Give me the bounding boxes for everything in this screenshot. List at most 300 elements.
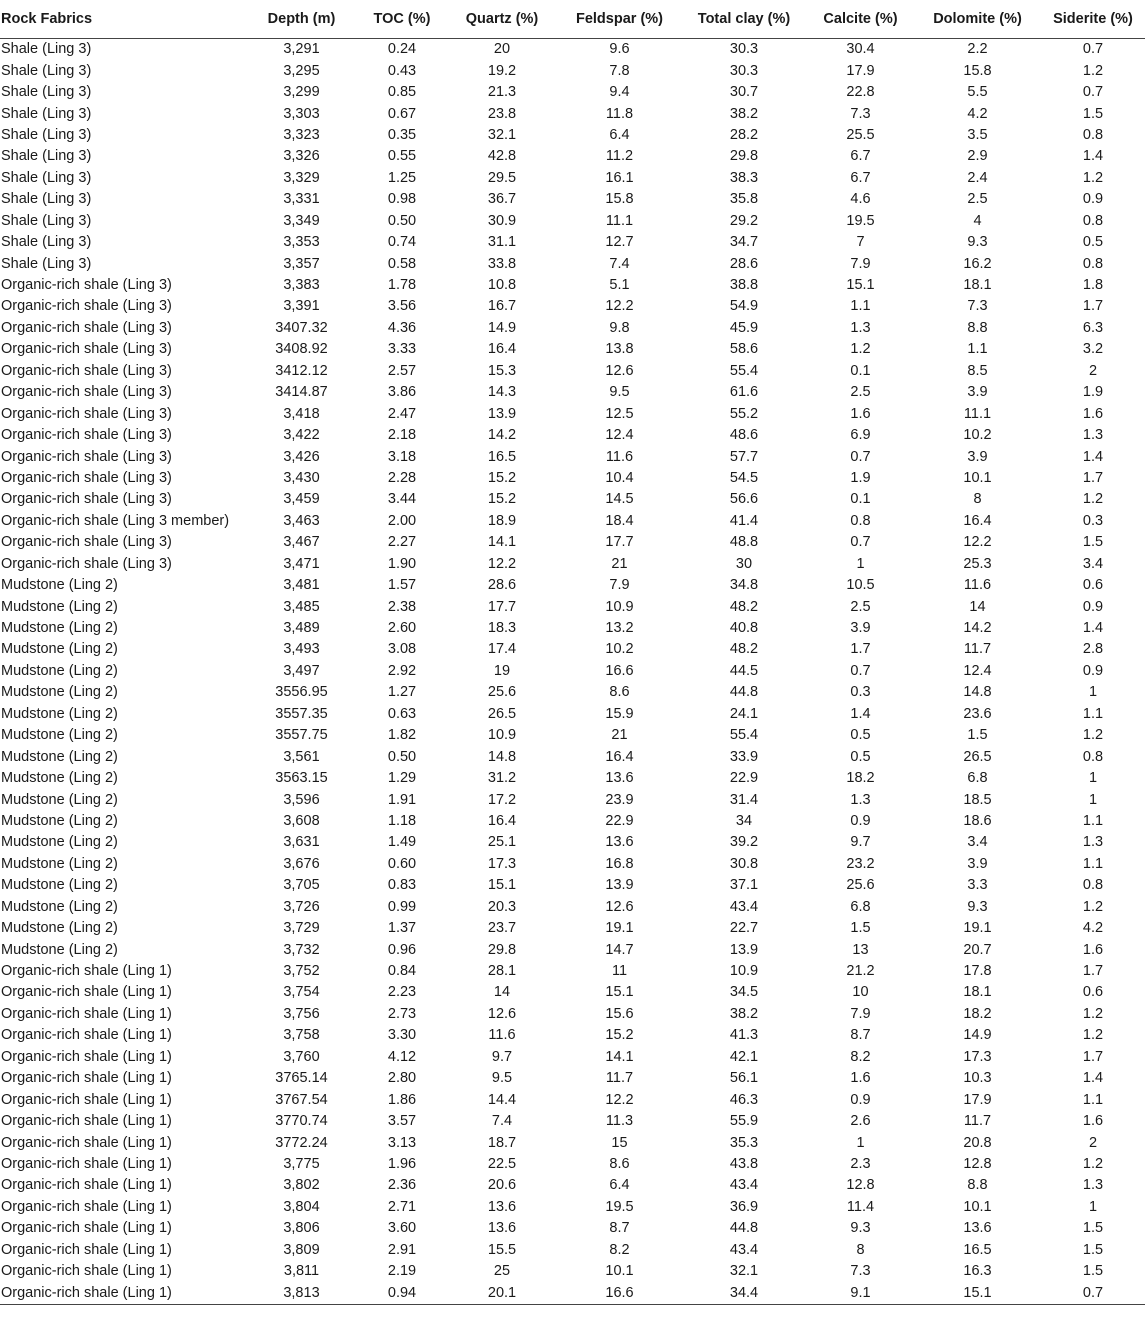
total-clay-cell: 13.9 (729, 941, 759, 958)
toc-cell: 0.98 (387, 191, 417, 208)
table-row (0, 746, 1145, 767)
quartz-cell: 42.8 (487, 148, 517, 165)
table-row (0, 811, 1145, 832)
dolomite-cell: 11.6 (963, 577, 992, 594)
depth-cell: 3563.15 (275, 770, 328, 787)
depth-cell: 3,806 (283, 1220, 320, 1237)
siderite-cell: 1.6 (1082, 405, 1104, 422)
table-row (0, 468, 1145, 489)
feldspar-cell: 13.6 (605, 834, 634, 851)
quartz-cell: 23.7 (487, 920, 517, 937)
calcite-cell: 0.9 (850, 1091, 871, 1108)
quartz-cell: 23.8 (487, 105, 517, 122)
feldspar-cell: 13.2 (605, 620, 634, 637)
depth-cell: 3557.35 (275, 705, 328, 722)
dolomite-cell: 2.5 (967, 191, 988, 208)
total-clay-cell: 24.1 (729, 705, 759, 722)
feldspar-cell: 6.4 (609, 126, 630, 143)
rock-fabric-cell: Organic-rich shale (Ling 3) (1, 534, 172, 551)
toc-cell: 2.71 (387, 1198, 417, 1215)
calcite-cell: 6.7 (850, 169, 871, 186)
calcite-cell: 22.8 (846, 84, 875, 101)
dolomite-cell: 26.5 (963, 748, 992, 765)
calcite-cell: 19.5 (846, 212, 875, 229)
calcite-cell: 18.2 (846, 770, 875, 787)
siderite-cell: 3.2 (1082, 341, 1104, 358)
calcite-cell: 0.7 (850, 448, 871, 465)
quartz-cell: 13.6 (487, 1198, 517, 1215)
quartz-cell: 12.2 (487, 555, 517, 572)
toc-cell: 2.00 (387, 512, 417, 529)
toc-cell: 0.50 (387, 212, 417, 229)
feldspar-cell: 13.8 (605, 341, 634, 358)
feldspar-cell: 6.4 (609, 1177, 630, 1194)
rock-fabric-cell: Organic-rich shale (Ling 3) (1, 469, 172, 486)
quartz-cell: 18.7 (487, 1134, 517, 1151)
quartz-cell: 13.9 (487, 405, 517, 422)
feldspar-cell: 7.8 (609, 62, 630, 79)
toc-cell: 2.23 (387, 984, 417, 1001)
calcite-cell: 7 (856, 234, 865, 251)
depth-cell: 3,729 (283, 920, 320, 937)
rock-fabric-cell: Shale (Ling 3) (1, 191, 92, 208)
calcite-cell: 2.5 (850, 384, 871, 401)
feldspar-cell: 7.9 (609, 577, 630, 594)
rock-fabric-cell: Mudstone (Ling 2) (1, 812, 118, 829)
dolomite-cell: 3.9 (967, 384, 988, 401)
table-row (0, 789, 1145, 810)
table-row (0, 939, 1145, 960)
toc-cell: 1.91 (387, 791, 417, 808)
quartz-cell: 22.5 (487, 1155, 517, 1172)
quartz-cell: 17.7 (487, 598, 517, 615)
table-row (0, 1089, 1145, 1110)
table-row (0, 1261, 1145, 1282)
table-row (0, 1218, 1145, 1239)
feldspar-cell: 23.9 (605, 791, 634, 808)
table-row (0, 318, 1145, 339)
depth-cell: 3,732 (283, 941, 320, 958)
quartz-cell: 14.2 (487, 427, 517, 444)
dolomite-cell: 18.6 (963, 812, 992, 829)
rock-fabric-cell: Mudstone (Ling 2) (1, 662, 118, 679)
dolomite-cell: 4.2 (967, 105, 988, 122)
depth-cell: 3,608 (283, 812, 320, 829)
rock-fabric-cell: Organic-rich shale (Ling 1) (1, 1113, 172, 1130)
table-row (0, 596, 1145, 617)
siderite-cell: 1.1 (1082, 705, 1104, 722)
feldspar-cell: 12.6 (605, 898, 634, 915)
depth-cell: 3,813 (245, 1282, 358, 1304)
dolomite-cell: 4 (973, 212, 982, 229)
dolomite-cell: 19.1 (963, 920, 992, 937)
rock-fabric-cell: Organic-rich shale (Ling 1) (1, 984, 172, 1001)
dolomite-cell: 16.2 (963, 255, 992, 272)
dolomite-cell: 12.2 (963, 534, 992, 551)
rock-fabric-cell: Organic-rich shale (Ling 1) (1, 1155, 172, 1172)
feldspar-cell: 10.2 (605, 641, 634, 658)
total-clay-cell: 56.6 (729, 491, 759, 508)
total-clay-cell: 43.4 (729, 898, 759, 915)
siderite-cell: 0.8 (1082, 255, 1104, 272)
toc-cell: 3.56 (387, 298, 417, 315)
total-clay-cell: 43.4 (729, 1177, 759, 1194)
calcite-cell: 12.8 (846, 1177, 875, 1194)
feldspar-cell: 17.7 (605, 534, 634, 551)
depth-cell: 3,426 (283, 448, 320, 465)
calcite-cell: 13 (852, 941, 869, 958)
toc-cell: 3.44 (387, 491, 417, 508)
siderite-cell: 0.6 (1082, 577, 1104, 594)
siderite-cell: 1.3 (1082, 1177, 1104, 1194)
rock-fabric-cell: Organic-rich shale (Ling 3) (1, 277, 172, 294)
table-row (0, 961, 1145, 982)
toc-cell: 0.55 (387, 148, 417, 165)
siderite-cell: 1.2 (1082, 1027, 1104, 1044)
depth-cell: 3765.14 (275, 1070, 328, 1087)
toc-cell: 3.57 (387, 1113, 417, 1130)
table-row (0, 1154, 1145, 1175)
depth-cell: 3407.32 (275, 319, 328, 336)
feldspar-cell: 15.6 (605, 1005, 634, 1022)
siderite-cell: 1.2 (1082, 1155, 1104, 1172)
dolomite-cell: 17.9 (963, 1091, 992, 1108)
depth-cell: 3,467 (283, 534, 320, 551)
total-clay-cell: 44.8 (729, 1220, 759, 1237)
dolomite-cell: 8.8 (967, 319, 988, 336)
calcite-cell: 0.7 (850, 534, 871, 551)
quartz-cell: 17.4 (487, 641, 517, 658)
dolomite-cell: 6.8 (967, 770, 988, 787)
quartz-cell: 15.2 (487, 469, 517, 486)
table-row (0, 854, 1145, 875)
feldspar-cell: 11.2 (605, 148, 634, 165)
total-clay-cell: 48.6 (729, 427, 759, 444)
siderite-cell: 1.7 (1082, 298, 1104, 315)
toc-cell: 4.36 (387, 319, 417, 336)
depth-cell: 3,811 (283, 1263, 320, 1280)
dolomite-cell: 10.1 (963, 1198, 992, 1215)
total-clay-cell: 48.2 (729, 598, 759, 615)
toc-cell: 0.74 (387, 234, 417, 251)
table-row (0, 82, 1145, 103)
feldspar-cell: 15.2 (605, 1027, 634, 1044)
calcite-cell: 25.6 (846, 877, 875, 894)
siderite-cell: 1.2 (1082, 898, 1104, 915)
depth-cell: 3408.92 (275, 341, 328, 358)
table-row (0, 275, 1145, 296)
rock-fabric-cell: Mudstone (Ling 2) (1, 727, 118, 744)
toc-cell: 0.85 (387, 84, 417, 101)
calcite-cell: 9.1 (807, 1282, 914, 1304)
rock-fabric-cell: Organic-rich shale (Ling 1) (1, 1091, 172, 1108)
total-clay-cell: 30 (735, 555, 753, 572)
depth-cell: 3,471 (283, 555, 320, 572)
feldspar-cell: 10.9 (605, 598, 634, 615)
dolomite-cell: 14 (969, 598, 986, 615)
quartz-cell: 17.3 (487, 855, 517, 872)
siderite-cell: 1 (1088, 791, 1098, 808)
table-row (0, 446, 1145, 467)
feldspar-cell: 16.4 (605, 748, 634, 765)
quartz-cell: 36.7 (487, 191, 517, 208)
dolomite-cell: 18.5 (963, 791, 992, 808)
total-clay-cell: 30.8 (729, 855, 759, 872)
siderite-cell: 0.9 (1082, 191, 1104, 208)
feldspar-cell: 14.7 (605, 941, 634, 958)
depth-cell: 3414.87 (275, 384, 328, 401)
depth-cell: 3556.95 (275, 684, 328, 701)
siderite-cell: 1.1 (1082, 1091, 1104, 1108)
depth-cell: 3,752 (283, 963, 320, 980)
dolomite-cell: 8.5 (967, 362, 988, 379)
depth-cell: 3,331 (283, 191, 320, 208)
toc-cell: 0.24 (387, 41, 417, 58)
calcite-cell: 11.4 (846, 1198, 875, 1215)
calcite-cell: 7.3 (850, 1263, 871, 1280)
siderite-cell: 1.2 (1082, 169, 1104, 186)
siderite-cell: 1.2 (1082, 1005, 1104, 1022)
feldspar-cell: 11.7 (605, 1070, 634, 1087)
table-row (0, 1111, 1145, 1132)
depth-cell: 3,596 (283, 791, 320, 808)
feldspar-cell: 19.1 (605, 920, 634, 937)
calcite-cell: 8.7 (850, 1027, 871, 1044)
toc-cell: 0.99 (387, 898, 417, 915)
feldspar-cell: 15 (611, 1134, 628, 1151)
dolomite-cell: 2.9 (967, 148, 988, 165)
siderite-cell: 1.2 (1082, 491, 1104, 508)
rock-fabric-cell: Organic-rich shale (Ling 3) (1, 448, 172, 465)
toc-cell: 0.94 (358, 1282, 446, 1304)
table-row (0, 1047, 1145, 1068)
depth-cell: 3,391 (283, 298, 320, 315)
toc-cell: 0.58 (387, 255, 417, 272)
siderite-cell: 0.7 (1041, 1282, 1145, 1304)
calcite-cell: 10 (852, 984, 869, 1001)
feldspar-cell: 5.1 (609, 277, 630, 294)
siderite-cell: 1.3 (1082, 834, 1104, 851)
total-clay-cell: 37.1 (729, 877, 759, 894)
calcite-cell: 23.2 (846, 855, 875, 872)
feldspar-cell: 11.3 (605, 1113, 634, 1130)
feldspar-cell: 15.9 (605, 705, 634, 722)
dolomite-cell: 8 (973, 491, 982, 508)
rock-fabric-cell: Organic-rich shale (Ling 3 member) (1, 512, 230, 529)
toc-cell: 0.35 (387, 126, 417, 143)
siderite-cell: 2 (1088, 362, 1098, 379)
calcite-cell: 21.2 (846, 963, 875, 980)
dolomite-cell: 2.2 (967, 41, 988, 58)
quartz-cell: 29.8 (487, 941, 517, 958)
table-row (0, 768, 1145, 789)
toc-cell: 1.37 (387, 920, 417, 937)
feldspar-cell: 8.7 (609, 1220, 630, 1237)
toc-cell: 0.63 (387, 705, 417, 722)
quartz-cell: 32.1 (487, 126, 517, 143)
quartz-cell: 20.1 (446, 1282, 558, 1304)
feldspar-cell: 14.5 (605, 491, 634, 508)
calcite-cell: 2.5 (850, 598, 871, 615)
toc-cell: 0.43 (387, 62, 417, 79)
siderite-cell: 1.1 (1082, 812, 1104, 829)
feldspar-cell: 12.6 (605, 362, 634, 379)
table-row (0, 60, 1145, 81)
siderite-cell: 0.8 (1082, 748, 1104, 765)
dolomite-cell: 20.8 (963, 1134, 992, 1151)
quartz-cell: 16.4 (487, 341, 517, 358)
dolomite-cell: 12.8 (963, 1155, 992, 1172)
calcite-cell: 7.9 (850, 1005, 871, 1022)
dolomite-cell: 16.3 (963, 1263, 992, 1280)
table-row (0, 361, 1145, 382)
rock-fabric-cell: Mudstone (Ling 2) (1, 705, 118, 722)
quartz-cell: 16.7 (487, 298, 517, 315)
siderite-cell: 1.5 (1082, 1263, 1104, 1280)
calcite-cell: 6.7 (850, 148, 871, 165)
toc-cell: 0.67 (387, 105, 417, 122)
siderite-cell: 2.8 (1082, 641, 1104, 658)
total-clay-cell: 39.2 (729, 834, 759, 851)
quartz-cell: 12.6 (487, 1005, 517, 1022)
total-clay-cell: 29.8 (729, 148, 759, 165)
dolomite-cell: 25.3 (963, 555, 992, 572)
siderite-cell: 1.5 (1082, 534, 1104, 551)
quartz-cell: 15.3 (487, 362, 517, 379)
rock-fabric-cell: Mudstone (Ling 2) (1, 834, 118, 851)
table-row (0, 554, 1145, 575)
rock-fabric-cell: Shale (Ling 3) (1, 169, 92, 186)
table-row (0, 253, 1145, 274)
total-clay-cell: 34.8 (729, 577, 759, 594)
feldspar-cell: 11 (611, 963, 628, 980)
siderite-cell: 1.6 (1082, 941, 1104, 958)
toc-cell: 2.92 (387, 662, 417, 679)
dolomite-cell: 17.8 (963, 963, 992, 980)
feldspar-cell: 16.8 (605, 855, 634, 872)
toc-cell: 0.50 (387, 748, 417, 765)
dolomite-cell: 16.5 (963, 1241, 992, 1258)
quartz-cell: 25 (493, 1263, 511, 1280)
rock-fabric-cell: Mudstone (Ling 2) (1, 684, 118, 701)
siderite-cell: 1.2 (1082, 62, 1104, 79)
depth-cell: 3,758 (283, 1027, 320, 1044)
toc-cell: 2.60 (387, 620, 417, 637)
toc-cell: 3.33 (387, 341, 417, 358)
dolomite-cell: 3.3 (967, 877, 988, 894)
rock-fabric-cell: Organic-rich shale (Ling 3) (1, 427, 172, 444)
dolomite-cell: 17.3 (963, 1048, 992, 1065)
table-row (0, 146, 1145, 167)
rock-fabric-cell: Mudstone (Ling 2) (1, 877, 118, 894)
quartz-cell: 16.5 (487, 448, 517, 465)
siderite-cell: 1 (1088, 684, 1098, 701)
dolomite-cell: 15.8 (963, 62, 992, 79)
depth-cell: 3,726 (283, 898, 320, 915)
calcite-cell: 1.6 (850, 405, 871, 422)
total-clay-cell: 34.4 (681, 1282, 807, 1304)
depth-cell: 3770.74 (275, 1113, 328, 1130)
toc-cell: 1.25 (387, 169, 417, 186)
quartz-cell: 9.7 (491, 1048, 513, 1065)
siderite-cell: 0.8 (1082, 126, 1104, 143)
table-row (0, 1175, 1145, 1196)
total-clay-cell: 43.4 (729, 1241, 759, 1258)
siderite-cell: 2 (1088, 1134, 1098, 1151)
total-clay-cell: 22.7 (729, 920, 759, 937)
rock-fabric-cell: Organic-rich shale (Ling 1) (1, 1134, 172, 1151)
total-clay-cell: 44.5 (729, 662, 759, 679)
siderite-cell: 0.9 (1082, 598, 1104, 615)
feldspar-cell: 10.4 (605, 469, 634, 486)
feldspar-cell: 13.9 (605, 877, 634, 894)
rock-fabric-cell: Organic-rich shale (Ling 1) (1, 1005, 172, 1022)
table-row (0, 575, 1145, 596)
table-row (0, 704, 1145, 725)
quartz-cell: 25.1 (487, 834, 517, 851)
toc-cell: 1.78 (387, 277, 417, 294)
total-clay-cell: 32.1 (729, 1263, 759, 1280)
total-clay-cell: 44.8 (729, 684, 759, 701)
quartz-cell: 13.6 (487, 1220, 517, 1237)
feldspar-cell: 12.2 (605, 298, 634, 315)
dolomite-cell: 3.9 (967, 855, 988, 872)
header-quartz: Quartz (%) (446, 0, 558, 39)
dolomite-cell: 10.1 (963, 469, 992, 486)
depth-cell: 3,754 (283, 984, 320, 1001)
quartz-cell: 14.1 (487, 534, 517, 551)
total-clay-cell: 55.4 (729, 362, 759, 379)
siderite-cell: 0.7 (1082, 41, 1104, 58)
siderite-cell: 1.7 (1082, 469, 1104, 486)
dolomite-cell: 18.1 (963, 277, 992, 294)
quartz-cell: 25.6 (487, 684, 517, 701)
rock-fabric-cell: Mudstone (Ling 2) (1, 941, 118, 958)
calcite-cell: 0.1 (850, 491, 871, 508)
siderite-cell: 1.5 (1082, 1241, 1104, 1258)
siderite-cell: 1.5 (1082, 1220, 1104, 1237)
feldspar-cell: 15.1 (605, 984, 634, 1001)
feldspar-cell: 21 (611, 555, 628, 572)
dolomite-cell: 16.4 (963, 512, 992, 529)
feldspar-cell: 14.1 (605, 1048, 634, 1065)
quartz-cell: 31.2 (487, 770, 517, 787)
rock-fabric-cell: Organic-rich shale (Ling 3) (1, 491, 172, 508)
toc-cell: 3.30 (387, 1027, 417, 1044)
feldspar-cell: 8.6 (609, 684, 630, 701)
total-clay-cell: 10.9 (729, 963, 759, 980)
total-clay-cell: 61.6 (729, 384, 759, 401)
quartz-cell: 15.1 (487, 877, 517, 894)
total-clay-cell: 54.9 (729, 298, 759, 315)
rock-fabric-cell: Organic-rich shale (Ling 3) (1, 319, 172, 336)
depth-cell: 3,422 (283, 427, 320, 444)
quartz-cell: 17.2 (487, 791, 517, 808)
calcite-cell: 1.4 (850, 705, 871, 722)
total-clay-cell: 55.9 (729, 1113, 759, 1130)
feldspar-cell: 7.4 (609, 255, 630, 272)
dolomite-cell: 18.1 (963, 984, 992, 1001)
feldspar-cell: 9.4 (609, 84, 630, 101)
rock-fabric-cell: Mudstone (Ling 2) (1, 770, 118, 787)
siderite-cell: 1.4 (1082, 148, 1104, 165)
header-depth: Depth (m) (245, 0, 358, 39)
toc-cell: 2.18 (387, 427, 417, 444)
dolomite-cell: 8.8 (967, 1177, 988, 1194)
toc-cell: 3.18 (387, 448, 417, 465)
header-rock-fabrics: Rock Fabrics (0, 0, 245, 39)
table-row (0, 189, 1145, 210)
